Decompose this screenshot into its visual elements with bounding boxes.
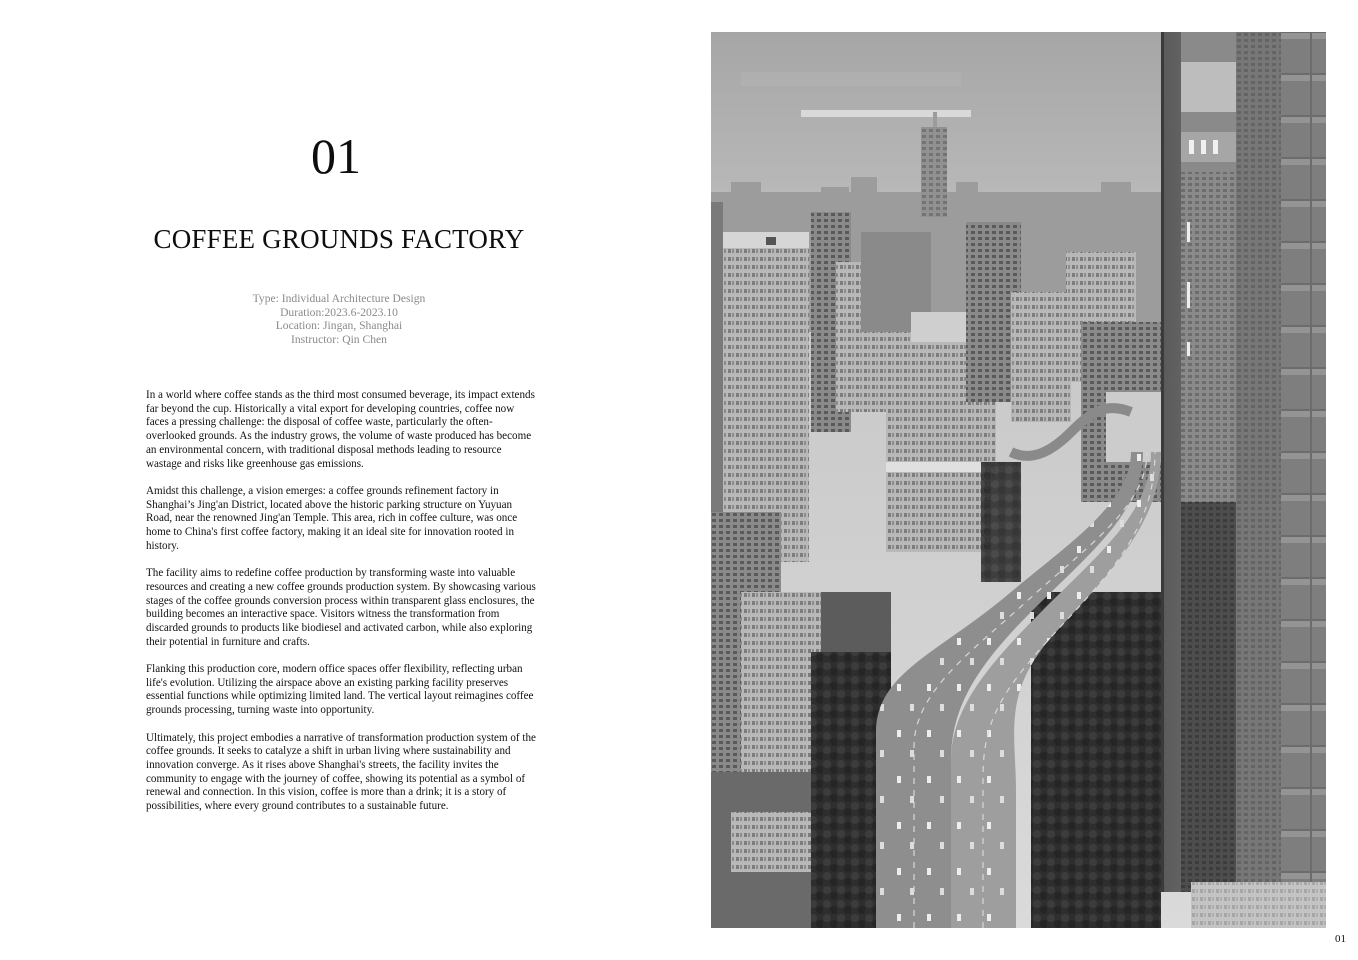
project-description (146, 389, 538, 827)
meta-instructor: Instructor: Qin Chen (291, 333, 387, 347)
city-skyline-photo (711, 32, 1326, 928)
page-number: 01 (1335, 933, 1346, 945)
project-meta (0, 292, 678, 347)
paragraph-3: The facility aims to redefine coffee production by transforming waste into valuable resources and creating a new coffee grounds production system. By showcasing various stages of the coffee grounds conversion process within transparent glass enclosures, the building becomes an interactive space. Visitors witness the transformation from discarded grounds to products like biodiesel and activated carbon, while also exploring their potential in furniture and crafts. (146, 567, 536, 648)
paragraph-4: Flanking this production core, modern office spaces offer flexibility, reflecting urban life's evolution. Utilizing the airspace above an existing parking facility preserves essential functions while optimizing limited land. The vertical layout reimagines coffee grounds processing, turning waste into opportunity. (146, 663, 534, 717)
meta-location: Location: Jingan, Shanghai (275, 319, 403, 333)
chapter-number: 01 (311, 128, 361, 184)
paragraph-5: Ultimately, this project embodies a narrative of transformation production system of the coffee grounds. It seeks to catalyze a shift in urban living where sustainability and innovation converge. As it rises above Shanghai's streets, the facility invites the community to engage with the journey of coffee, showing its potential as a symbol of renewal and connection. In this vision, coffee is more than a drink; it is a story of possibilities, where every ground contributes to a sustainable future. (146, 731, 536, 813)
meta-duration: Duration:2023.6-2023.10 (280, 305, 398, 319)
paragraph-1: In a world where coffee stands as the third most consumed beverage, its impact extends far beyond the cup. Historically a vital export for developing countries, coffee now faces a pressing challenge: the disposal of coffee waste, particularly the often-overlooked grounds. As the industry grows, the volume of waste produced has become an environmental concern, with traditional disposal methods leading to resource wastage and risks like greenhouse gas emissions. (146, 389, 535, 470)
meta-type: Type: Individual Architecture Design (252, 292, 426, 305)
city-skyline-illustration (711, 32, 1326, 928)
paragraph-2: Amidst this challenge, a vision emerges: a coffee grounds refinement factory in Shanghai’s Jing'an District, located above the historic parking structure on Yuyuan Road, near the renowned Jing'an Temple. This area, rich in coffee culture, was once home to China's first coffee factory, making it an ideal site for innovation rooted in history. (146, 484, 518, 552)
project-title: COFFEE GROUNDS FACTORY (153, 224, 525, 254)
